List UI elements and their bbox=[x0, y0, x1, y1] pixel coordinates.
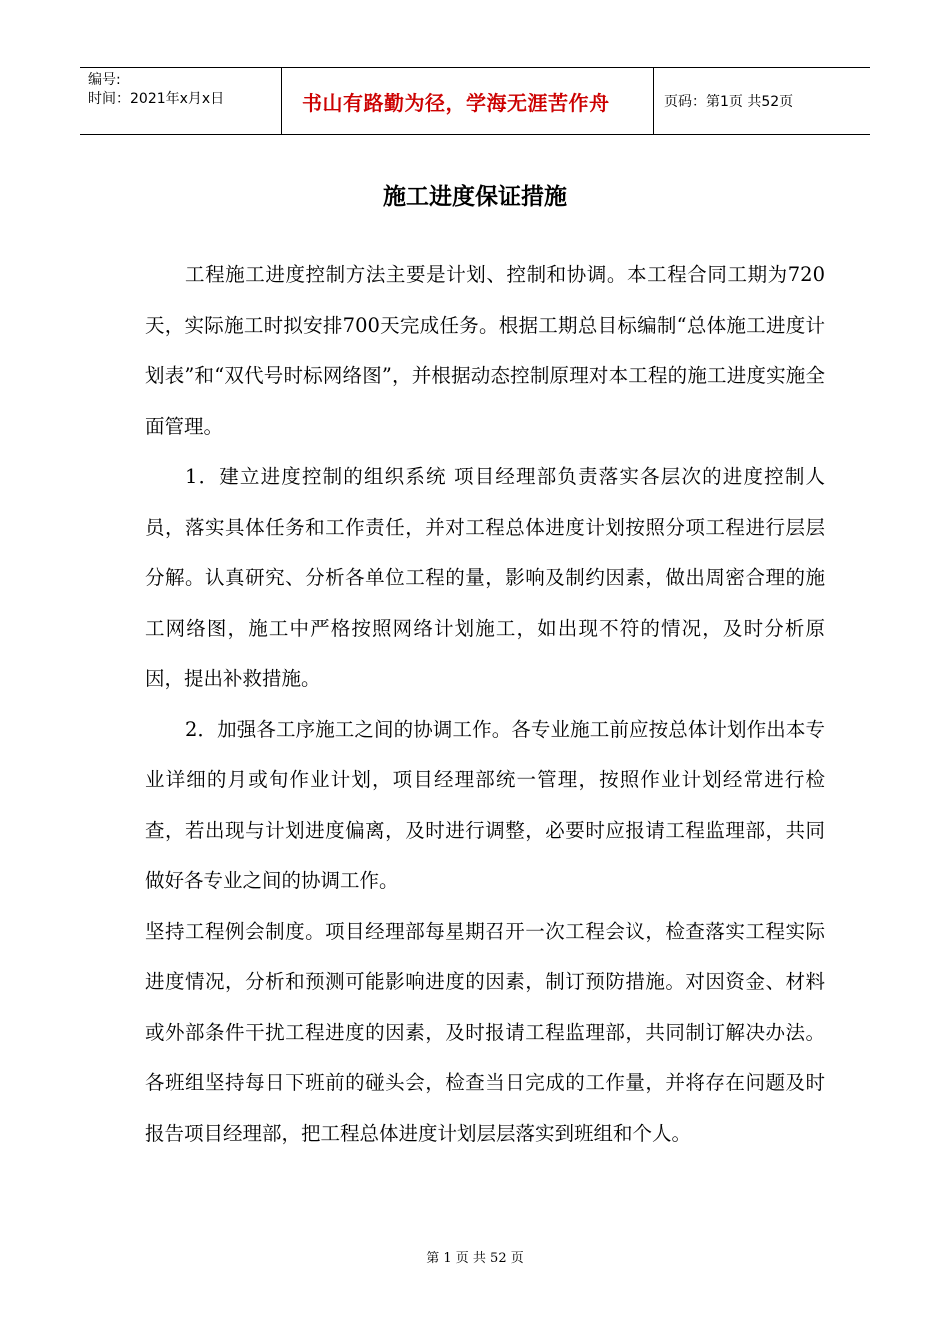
document-body bbox=[145, 250, 825, 1159]
paragraph-coordination: 2．加强各工序施工之间的协调工作。各专业施工前应按总体计划作出本专业详细的月或旬作业计划，项目经理部统一管理，按照作业计划经常进行检查，若出现与计划进度偏离，及时进行调整，必要时应报请工程监理部，共同做好各专业之间的协调工作。 bbox=[145, 717, 825, 892]
page-footer: 第 1 页 共 52 页 bbox=[426, 1251, 524, 1266]
header-page-cell bbox=[654, 68, 870, 134]
header-motto: 书山有路勤为径，学海无涯苦作舟 bbox=[302, 90, 610, 115]
header-motto-cell bbox=[282, 68, 654, 134]
header-page-info: 页码：第1页 共52页 bbox=[664, 94, 794, 110]
document-date: 时间：2021年x月x日 bbox=[88, 91, 225, 107]
paragraph-organization: 1．建立进度控制的组织系统 项目经理部负责落实各层次的进度控制人员，落实具体任务和工作责任，并对工程总体进度计划按照分项工程进行层层分解。认真研究、分析各单位工程的量，影响及制约因素，做出周密合理的施工网络图，施工中严格按照网络计划施工，如出现不符的情况，及时分析原因，提出补救措施。 bbox=[145, 465, 825, 690]
paragraph-meetings: 坚持工程例会制度。项目经理部每星期召开一次工程会议，检查落实工程实际进度情况，分析和预测可能影响进度的因素，制订预防措施。对因资金、材料或外部条件干扰工程进度的因素，及时报请工程监理部，共同制订解决办法。各班组坚持每日下班前的碰头会，检查当日完成的工作量，并将存在问题及时报告项目经理部，把工程总体进度计划层层落实到班组和个人。 bbox=[145, 919, 825, 1145]
header-table bbox=[80, 67, 870, 135]
document-number-label: 编号: bbox=[88, 72, 121, 88]
header-meta-cell bbox=[80, 68, 282, 134]
paragraph-intro: 工程施工进度控制方法主要是计划、控制和协调。本工程合同工期为720天，实际施工时拟安排700天完成任务。根据工期总目标编制“总体施工进度计划表”和“双代号时标网络图”，并根据动态控制原理对本工程的施工进度实施全面管理。 bbox=[145, 263, 825, 438]
document-title: 施工进度保证措施 bbox=[383, 183, 567, 210]
